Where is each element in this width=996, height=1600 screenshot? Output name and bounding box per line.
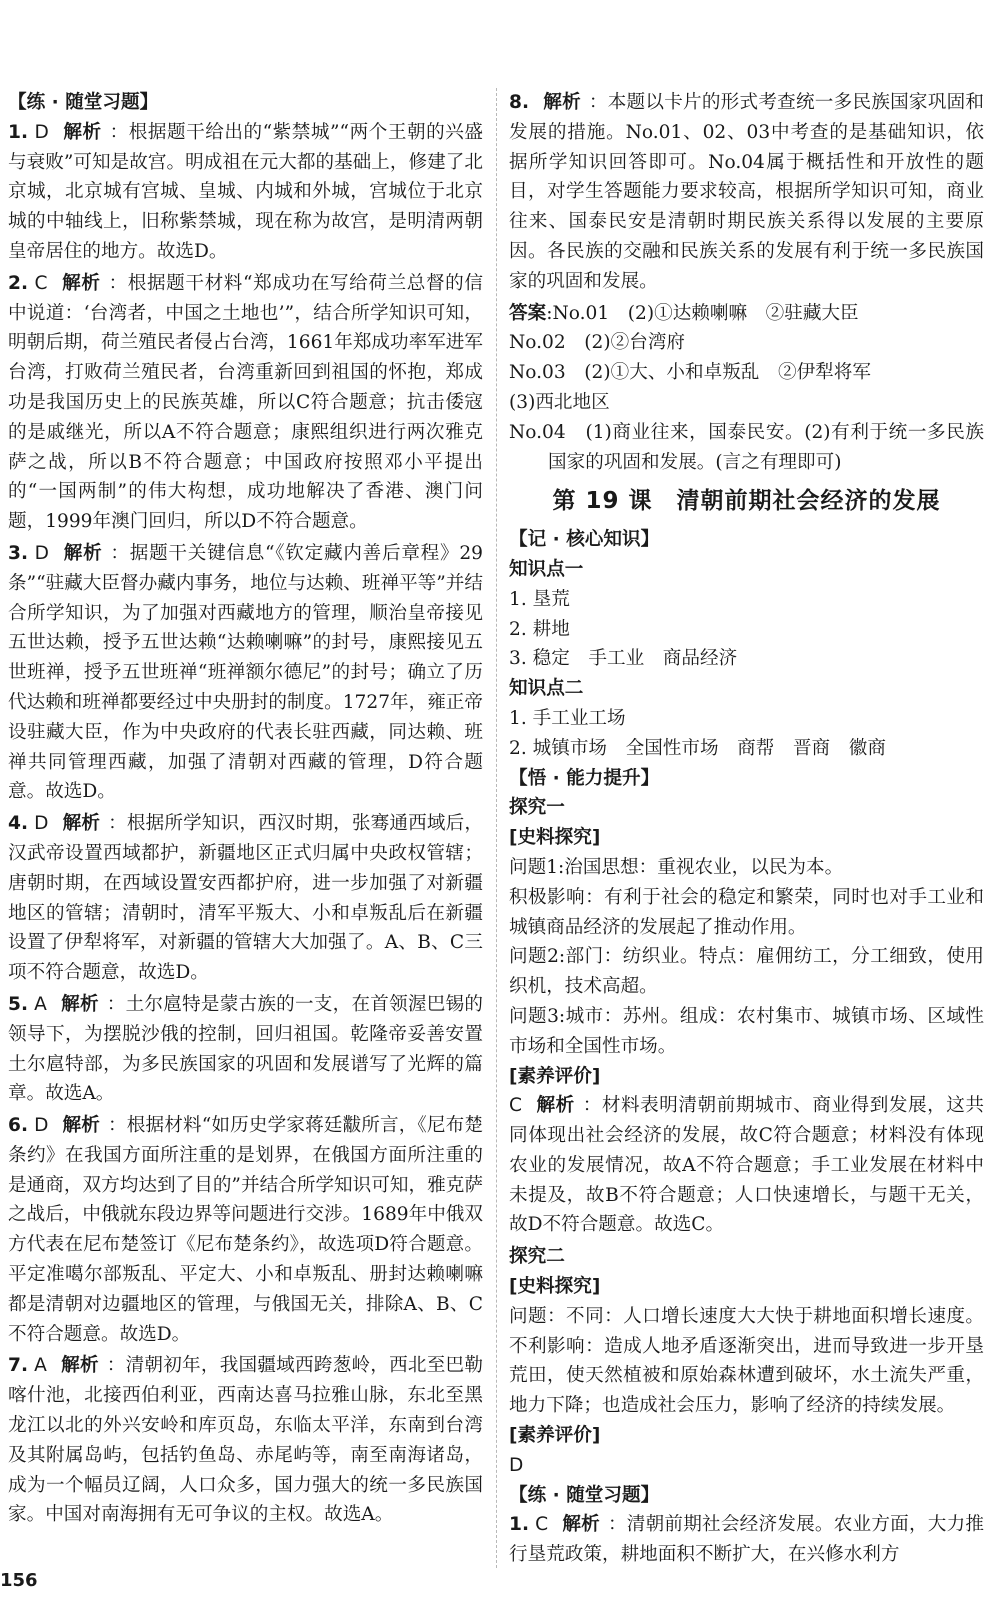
knowledge-point-2-title: 知识点二: [509, 678, 584, 700]
kp2-item-2: 2. 城镇市场 全国性市场 商帮 晋商 徽商: [509, 737, 886, 759]
right-column: [509, 88, 984, 1572]
lesson-title: 第 19 课 清朝前期社会经济的发展: [552, 488, 941, 515]
e1-line-1: 问题1:治国思想：重视农业，以民为本。: [509, 856, 844, 878]
answer-item-5: 5. A 解析 ：土尔扈特是蒙古族的一支，在首领渥巴锡的领导下，为摆脱沙俄的控制，回归祖国。乾隆帝妥善安置土尔扈特部，为多民族国家的巩固和发展谱写了光辉的篇章。故选A。: [8, 993, 483, 1105]
left-column: [8, 88, 483, 1532]
literacy-eval-1: [素养评价]: [509, 1065, 601, 1087]
core-knowledge-header: 【记 · 核心知识】: [509, 529, 660, 551]
kp1-item-1: 1. 垦荒: [509, 588, 570, 610]
answer-item-2: 2. C 解析 ：根据题干材料“郑成功在写给荷兰总督的信中说道：‘台湾者，中国之土地也’”，结合所学知识可知，明朝后期，荷兰殖民者侵占台湾，1661年郑成功率军进军台湾，打败荷兰殖民者，台湾重新回到祖国的怀抱，郑成功是我国历史上的民族英雄，所以C符合题意；抗击倭寇的是戚继光，所以A不符合题意；康熙组织进行两次雅克萨之战，所以B不符合题意；中国政府按照邓小平提出的“一国两制”的伟大构想，成功地解决了香港、澳门问题，1999年澳门回归，所以D不符合题意。: [8, 272, 483, 533]
explore-2-title: 探究二: [509, 1246, 565, 1268]
section-header: 【练 · 随堂习题】: [8, 92, 159, 113]
source-inquiry-2: [史料探究]: [509, 1276, 601, 1298]
answer-item-6: 6. D 解析 ：根据材料“如历史学家蒋廷黻所言，《尼布楚条约》在我国方面所注重的是划界，在俄国方面所注重的是通商，双方均达到了目的”并结合所学知识可知，雅克萨之战后，中俄就东段边界等问题进行交涉。1689年中俄双方代表在尼布楚签订《尼布楚条约》，故选项D符合题意。平定准噶尔部叛乱、平定大、小和卓叛乱、册封达赖喇嘛都是清朝对边疆地区的管理，与俄国无关，排除A、B、C不符合题意。故选D。: [8, 1115, 483, 1345]
e2-text: 问题：不同：人口增长速度大大快于耕地面积增长速度。不利影响：造成人地矛盾逐渐突出，进而导致进一步开垦荒田，使天然植被和原始森林遭到破坏，水土流失严重，地力下降；也造成社会压力，影响了经济的持续发展。: [509, 1305, 984, 1417]
answer-line-3: No.03 (2)①大、小和卓叛乱 ②伊犁将军: [509, 362, 871, 384]
answer-line-5: No.04 (1)商业往来，国泰民安。(2)有利于统一多民族国家的巩固和发展。(言之有理即可): [509, 421, 984, 473]
column-divider: [496, 88, 497, 1568]
kp2-item-1: 1. 手工业工场: [509, 707, 626, 729]
page-number: 156: [0, 1570, 38, 1591]
answer-line-4: (3)西北地区: [509, 391, 610, 413]
answer-line-2: No.02 (2)②台湾府: [509, 332, 686, 354]
answer-item-4: 4. D 解析 ：根据所学知识，西汉时期，张骞通西域后，汉武帝设置西域都护，新疆地区正式归属中央政权管辖；唐朝时期，在西域设置安西都护府，进一步加强了对新疆地区的管辖；清朝时，清军平叛大、小和卓叛乱后在新疆设置了伊犁将军，对新疆的管辖大大加强了。A、B、C三项不符合题意，故选D。: [8, 813, 483, 984]
knowledge-point-1-title: 知识点一: [509, 558, 584, 580]
e1-line-4: 问题3:城市：苏州。组成：农村集市、城镇市场、区域性市场和全国性市场。: [509, 1005, 984, 1057]
practice-header: 【练 · 随堂习题】: [509, 1484, 660, 1506]
kp1-item-3: 3. 稳定 手工业 商品经济: [509, 648, 738, 670]
practice-item-1: 1. C 解析 ：清朝前期社会经济发展。农业方面，大力推行垦荒政策，耕地面积不断扩大，在兴修水利方: [509, 1514, 984, 1566]
left-items: [8, 118, 483, 1530]
e1-line-2: 积极影响：有利于社会的稳定和繁荣，同时也对手工业和城镇商品经济的发展起了推动作用。: [509, 886, 984, 938]
explore-1-title: 探究一: [509, 797, 565, 819]
literacy-eval-2-answer: D: [509, 1454, 524, 1476]
answer-item-7: 7. A 解析 ：清朝初年，我国疆域西跨葱岭，西北至巴勒喀什池，北接西伯利亚，西南达喜马拉雅山脉，东北至黑龙江以北的外兴安岭和库页岛，东临太平洋，东南到台湾及其附属岛屿，包括钓鱼岛、赤尾屿等，南至南海诸岛，成为一个幅员辽阔，人口众多，国力强大的统一多民族国家。中国对南海拥有无可争议的主权。故选A。: [8, 1355, 483, 1526]
ability-header: 【悟 · 能力提升】: [509, 767, 660, 789]
source-inquiry-1: [史料探究]: [509, 827, 601, 849]
answer-item-8: 8. 解析 ：本题以卡片的形式考查统一多民族国家巩固和发展的措施。No.01、02、03中考查的是基础知识，依据所学知识回答即可。No.04属于概括性和开放性的题目，对学生答题能力要求较高，根据所学知识可知，商业往来、国泰民安是清朝时期民族关系得以发展的主要原因。各民族的交融和民族关系的发展有利于统一多民族国家的巩固和发展。: [509, 92, 984, 292]
literacy-eval-2: [素养评价]: [509, 1425, 601, 1447]
answer-item-1: 1. D 解析 ：根据题干给出的“紫禁城”“两个王朝的兴盛与衰败”可知是故宫。明成祖在元大都的基础上，修建了北京城，北京城有宫城、皇城、内城和外城，宫城位于北京城的中轴线上，旧称紫禁城，现在称为故宫，是明清两朝皇帝居住的地方。故选D。: [8, 121, 483, 262]
answer-item-3: 3. D 解析 ：据题干关键信息“《钦定藏内善后章程》29条”“驻藏大臣督办藏内事务，地位与达赖、班禅平等”并结合所学知识，为了加强对西藏地方的管理，顺治皇帝接见五世达赖，授予五世达赖“达赖喇嘛”的封号，康熙接见五世班禅，授予五世班禅“班禅额尔德尼”的封号；确立了历代达赖和班禅都要经过中央册封的制度。1727年，雍正帝设驻藏大臣，作为中央政府的代表长驻西藏，同达赖、班禅共同管理西藏，加强了清朝对西藏的管理，D符合题意。故选D。: [8, 542, 483, 803]
literacy-eval-1-answer: C 解析 ：材料表明清朝前期城市、商业得到发展，这共同体现出社会经济的发展，故C符合题意；材料没有体现农业的发展情况，故A不符合题意；手工业发展在材料中未提及，故B不符合题意；人口快速增长，与题干无关，故D不符合题意。故选C。: [509, 1095, 984, 1236]
e1-line-3: 问题2:部门：纺织业。特点：雇佣纺工，分工细致，使用织机，技术高超。: [509, 946, 984, 998]
answer-line-1: 答案:No.01 (2)①达赖喇嘛 ②驻藏大臣: [509, 302, 859, 324]
kp1-item-2: 2. 耕地: [509, 618, 570, 640]
